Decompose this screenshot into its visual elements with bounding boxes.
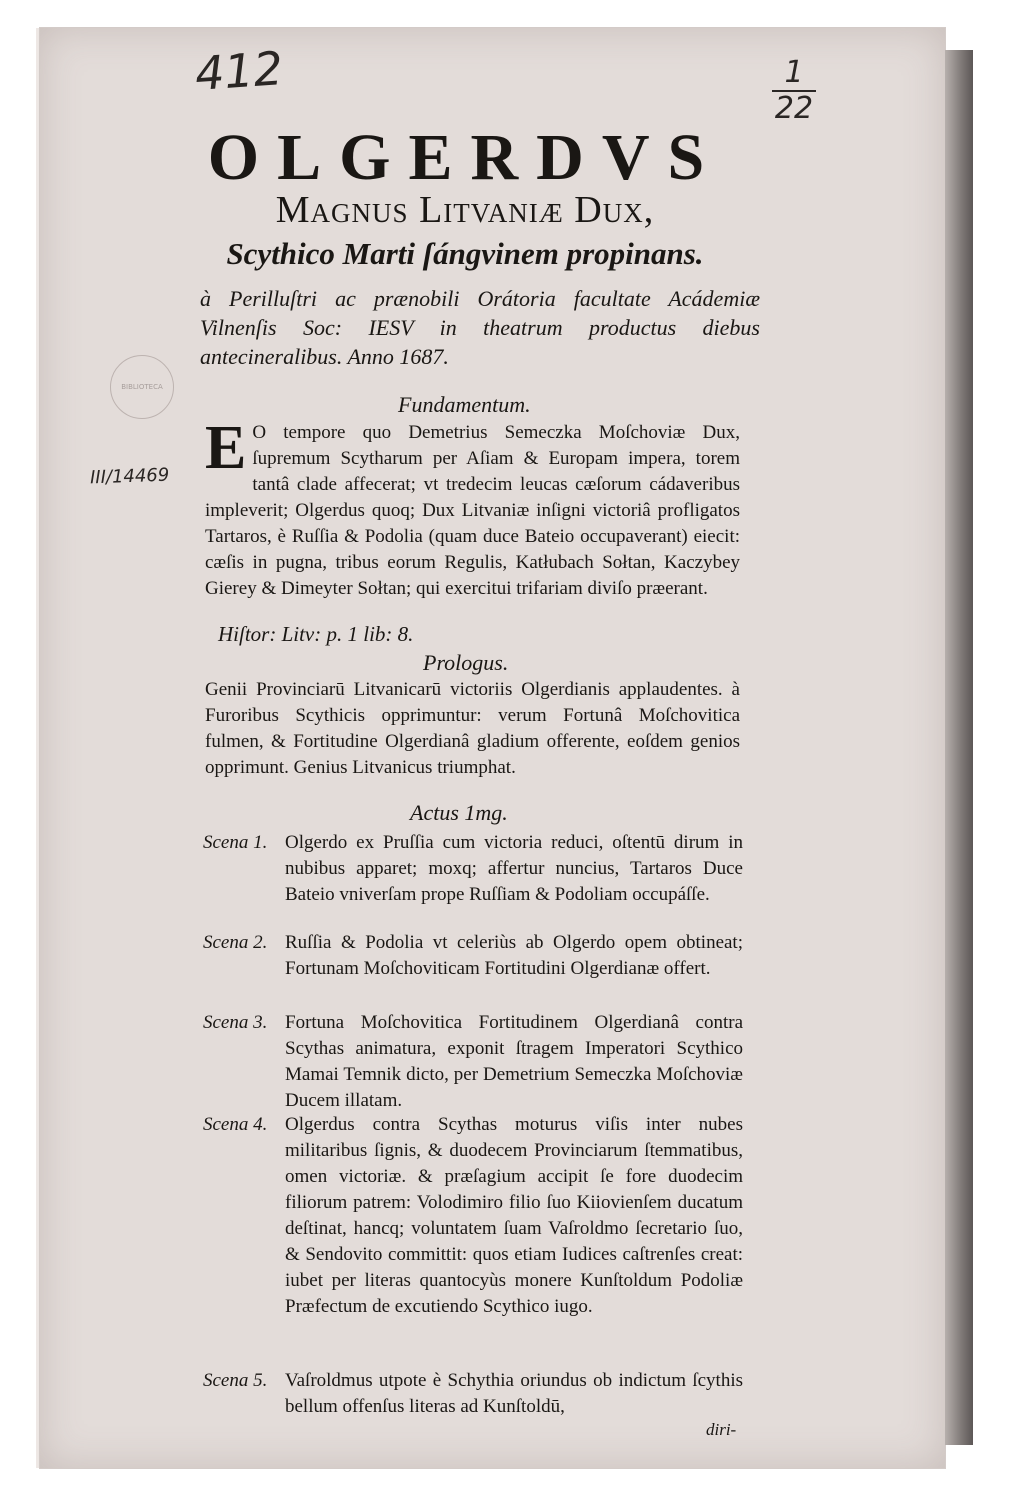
fundamentum-paragraph	[205, 414, 740, 602]
scene-item	[203, 830, 743, 908]
page-edge	[945, 50, 973, 1445]
scene-label: Scena 4.	[203, 1114, 268, 1135]
fraction-bottom: 22	[774, 91, 814, 126]
scene-text: Olgerdus contra Scythas moturus viſis inter nubes militaribus ſignis, & duodecem Provinciarum ſtemmatibus, omen victoriæ. & præſagium accipit ſe fore duodecim filiorum patrem: Volodimiro filio ſuo Kiiovienſem ducatum deſtinat, hancq; voluntatem ſuam Vaſroldmo ſecretario ſuo, & Sendovito committit: quos etiam Iudices caſtrenſes creat: iubet per literas quantocyùs monere Kunſtoldum Podoliæ Præfectum de excutiendo Scythico iugo.	[285, 1114, 743, 1317]
scene-text: Ruſſia & Podolia vt celeriùs ab Olgerdo opem obtineat; Fortunam Moſchoviticam Fortitudini Olgerdianæ offert.	[285, 932, 743, 979]
scene-item	[203, 1112, 743, 1320]
prologus-text: Genii Provinciarū Litvanicarū victoriis Olgerdianis applaudentes. à Furoribus Scythicis opprimuntur: verum Fortunâ Moſchovitica fulmen, & Fortitudine Olgerdianâ gladium offerente, eoſdem genios opprimunt. Genius Litvanicus triumphat.	[205, 679, 740, 778]
scene-label: Scena 1.	[203, 832, 268, 853]
fundamentum-text: O tempore quo Demetrius Semeczka Moſchoviæ Dux, ſupremum Scytharum per Aſiam & Europam impera, torem tantâ clade affecerat; vt tredecim leucas cæſorum cádaveribus impleverit; Olgerdus quoq; Dux Litvaniæ inſigni victoriâ profligatos Tartaros, è Ruſſia & Podolia (quam duce Bateio occupaverant) eiecit: cæſis in pugna, tribus eorum Regulis, Katłubach Sołtan, Kaczybey Gierey & Dimeyter Sołtan; qui exercitui trifariam diviſo præerant.	[205, 422, 740, 599]
scene-item	[203, 1368, 743, 1420]
scene-text: Olgerdo ex Pruſſia cum victoria reduci, oſtentū dirum in nubibus apparet; moxq; affertur nuncius, Tartaros Duce Bateio vniverſam prope Ruſſiam & Podoliam occupáſſe.	[285, 832, 743, 905]
dedication-text: à Perilluſtri ac prænobili Orátoria facultate Acádemiæ Vilnenſis Soc: IESV in theatrum productus diebus antecineralibus. Anno 1687.	[200, 286, 760, 369]
drop-cap: E	[205, 414, 247, 482]
handwritten-number: 412	[193, 41, 285, 101]
scene-label: Scena 5.	[203, 1370, 268, 1391]
catchword: diri-	[706, 1420, 737, 1439]
page-title: OLGERDVS	[207, 121, 723, 194]
prologus-heading: Prologus.	[423, 650, 509, 675]
page-subtitle: Magnus Litvaniæ Dux,	[275, 189, 655, 231]
scene-label: Scena 2.	[203, 932, 268, 953]
page-tagline: Scythico Marti ſángvinem propinans.	[226, 236, 704, 271]
library-stamp: BIBLIOTECA	[110, 355, 174, 419]
fraction-top: 1	[784, 55, 804, 90]
shelfmark: III/14469	[89, 464, 170, 489]
citation: Hiſtor: Litv: p. 1 lib: 8.	[218, 622, 414, 646]
scene-text: Vaſroldmus utpote è Schythia oriundus ob indictum ſcythis bellum offenſus literas ad Kunſtoldū,	[285, 1370, 743, 1417]
scene-item	[203, 930, 743, 982]
actus-heading: Actus 1mg.	[410, 800, 508, 825]
fundamentum-heading: Fundamentum.	[398, 392, 531, 417]
handwritten-fraction	[772, 55, 816, 126]
scene-item	[203, 1010, 743, 1114]
scene-text: Fortuna Moſchovitica Fortitudinem Olgerdianâ contra Scythas animatura, exponit ſtragem Imperatori Scythico Mamai Temnik dicto, per Demetrium Semeczka Moſchoviæ Ducem illatam.	[285, 1012, 743, 1111]
scene-label: Scena 3.	[203, 1012, 268, 1033]
